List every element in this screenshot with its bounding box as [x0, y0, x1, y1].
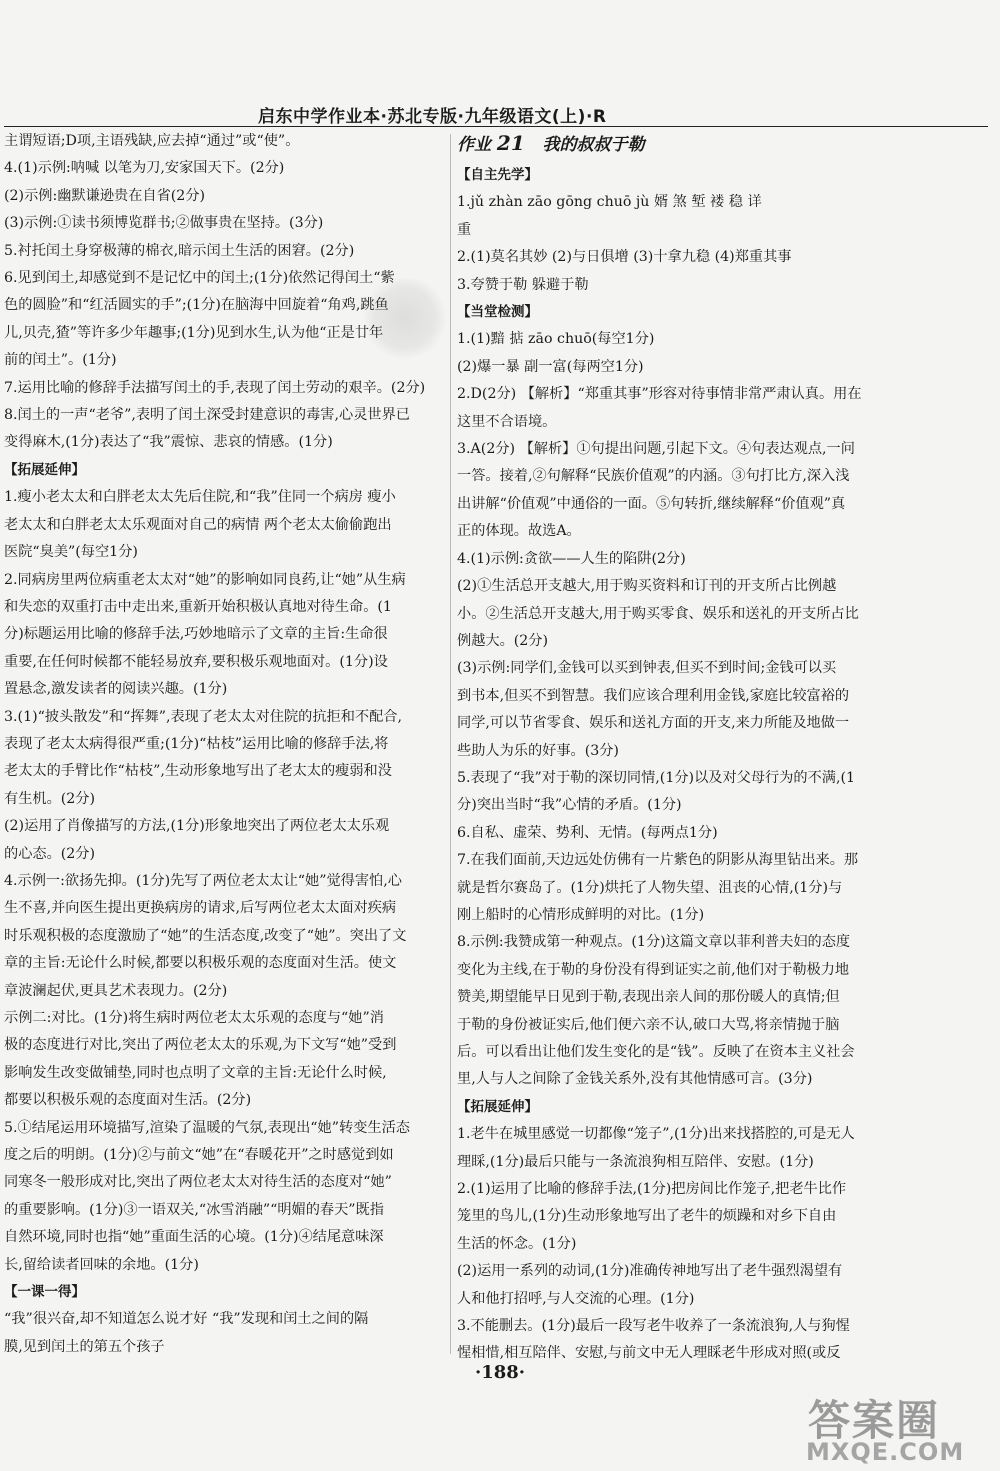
text-line: 到书本,但买不到智慧。我们应该合理利用金钱,家庭比较富裕的: [457, 687, 850, 704]
text-line: 膜,见到闰土的第五个孩子: [4, 1338, 165, 1355]
text-line: 7.在我们面前,天边远处仿佛有一片紫色的阴影从海里钻出来。那: [457, 852, 859, 869]
text-line: 主谓短语;D项,主语残缺,应去掉“通过”或“使”。: [4, 133, 300, 149]
section-heading-extension: 【拓展延伸】: [4, 461, 85, 478]
text-line: 8.示例:我赞成第一种观点。(1分)这篇文章以菲利普夫妇的态度: [457, 934, 851, 951]
text-line: 赞美,期望能早日见到于勒,表现出亲人间的那份暖人的真情;但: [457, 989, 840, 1006]
text-line: (3)示例:同学们,金钱可以买到钟表,但买不到时间;金钱可以买: [457, 660, 837, 677]
text-line: 老太太和白胖老太太乐观面对自己的病情 两个老太太偷偷跑出: [4, 516, 392, 533]
text-line: 理睬,(1分)最后只能与一条流浪狗相互陪伴、安慰。(1分): [457, 1153, 814, 1170]
text-line: 8.闰土的一声“老爷”,表明了闰土深受封建意识的毒害,心灵世界已: [4, 407, 410, 424]
text-line: 时乐观积极的态度激励了“她”的生活态度,改变了“她”。突出了文: [4, 927, 407, 944]
text-line: 小。②生活总开支越大,用于购买零食、娱乐和送礼的开支所占比: [457, 605, 859, 622]
text-line: 2.同病房里两位病重老太太对“她”的影响如同良药,让“她”从生病: [4, 571, 406, 588]
text-line: 医院“臭美”(每空1分): [4, 544, 138, 561]
text-line: 7.运用比喻的修辞手法描写闰土的手,表现了闰土劳动的艰辛。(2分): [4, 379, 426, 396]
text-line: 色的圆脸”和“红活圆实的手”;(1分)在脑海中回旋着“角鸡,跳鱼: [4, 297, 389, 314]
text-line: 变得麻木,(1分)表达了“我”震惊、悲哀的情感。(1分): [4, 434, 333, 451]
text-line: 惺相惜,相互陪伴、安慰,与前文中无人理睬老牛形成对照(或反: [457, 1345, 841, 1362]
text-line: 度之后的明朗。(1分)②与前文“她”在“春暖花开”之时感觉到如: [4, 1147, 394, 1164]
text-line: 例越大。(2分): [457, 632, 549, 649]
left-column: [4, 128, 444, 1361]
text-line: “我”很兴奋,却不知道怎么说才好 “我”发现和闰土之间的隔: [4, 1311, 369, 1328]
right-extension-block: [457, 1121, 995, 1368]
text-line: 分)突出当时“我”心情的矛盾。(1分): [457, 797, 682, 814]
homework-number: 21: [496, 131, 525, 155]
text-line: (3)示例:①读书须博览群书;②做事贵在坚持。(3分): [4, 215, 324, 232]
left-answers-block: [4, 128, 444, 457]
text-line: 5.衬托闰土身穿极薄的棉衣,暗示闰土生活的困窘。(2分): [4, 242, 355, 259]
text-line: 和失恋的双重打击中走出来,重新开始积极认真地对待生命。(1: [4, 598, 392, 615]
watermark-url: MXQE.COM: [806, 1438, 965, 1466]
homework-label: 作业: [457, 135, 491, 155]
text-line: 4.示例一:欲扬先抑。(1分)先写了两位老太太让“她”觉得害怕,心: [4, 872, 402, 889]
text-line: 生不喜,并向医生提出更换病房的请求,后写两位老太太面对疾病: [4, 900, 397, 917]
left-extension-block: [4, 484, 444, 1279]
text-line: 5.表现了“我”对于勒的深切同情,(1分)以及对父母行为的不满,(1: [457, 769, 856, 786]
watermark-logo: [788, 1388, 998, 1468]
text-line: 3.A(2分) 【解析】①句提出问题,引起下文。④句表达观点,一问: [457, 441, 855, 458]
text-line: 自然环境,同时也指“她”重面生活的心境。(1分)④结尾意味深: [4, 1229, 384, 1246]
text-line: 正的体现。故选A。: [457, 523, 581, 540]
text-line: 后。可以看出让他们发生变化的是“钱”。反映了在资本主义社会: [457, 1044, 855, 1060]
text-line: 6.自私、虚荣、势利、无情。(每两点1分): [457, 824, 718, 841]
text-line: 章波澜起伏,更具艺术表现力。(2分): [4, 982, 228, 999]
text-line: 出讲解“价值观”中通俗的一面。⑤句转折,继续解释“价值观”真: [457, 495, 846, 512]
text-line: 这里不合语境。: [457, 413, 557, 430]
text-line: 同寒冬一般形成对比,突出了两位老太太对待生活的态度对“她”: [4, 1174, 392, 1191]
page-number: ·188·: [474, 1362, 526, 1383]
text-line: 2.(1)运用了比喻的修辞手法,(1分)把房间比作笼子,把老牛比作: [457, 1181, 847, 1198]
text-line: (2)示例:幽默谦逊贵在自省(2分): [4, 187, 206, 204]
text-line: 都要以积极乐观的态度面对生活。(2分): [4, 1092, 252, 1109]
text-line: 6.见到闰土,却感觉到不是记忆中的闰土;(1分)依然记得闰土“紫: [4, 270, 395, 287]
text-line: 刚上船时的心情形成鲜明的对比。(1分): [457, 906, 705, 923]
text-line: 老太太的手臂比作“枯枝”,生动形象地写出了老太太的瘦弱和没: [4, 763, 392, 780]
text-line: 笼里的鸟儿,(1分)生动形象地写出了老牛的烦躁和对乡下自由: [457, 1208, 837, 1225]
homework-title: [457, 128, 995, 160]
header-rule: [4, 126, 988, 127]
section-heading-selfstudy: 【自主先学】: [457, 167, 538, 183]
section-heading-extension-right: 【拓展延伸】: [457, 1098, 538, 1115]
text-line: 3.不能删去。(1分)最后一段写老牛收养了一条流浪狗,人与狗惺: [457, 1318, 850, 1335]
text-line: 前的闰土”。(1分): [4, 352, 117, 369]
text-line: 就是哲尔赛岛了。(1分)烘托了人物失望、沮丧的心情,(1分)与: [457, 879, 843, 896]
right-inclass-block: [457, 326, 995, 1093]
left-summary-block: [4, 1306, 444, 1361]
text-line: 一答。接着,②句解释“民族价值观”的内涵。③句打比方,深入浅: [457, 468, 850, 485]
text-line: 人和他打招呼,与人交流的心理。(1分): [457, 1290, 695, 1307]
text-line: 1.瘦小老太太和白胖老太太先后住院,和“我”住同一个病房 瘦小: [4, 489, 396, 506]
text-line: 重: [457, 221, 472, 238]
text-line: (2)运用一系列的动词,(1分)准确传神地写出了老牛强烈渴望有: [457, 1263, 843, 1280]
text-line: 影响发生改变做铺垫,同时也点明了文章的主旨:无论什么时候,: [4, 1064, 387, 1081]
watermark-text: 答案圈: [808, 1396, 941, 1445]
text-line: 示例二:对比。(1分)将生病时两位老太太乐观的态度与“她”消: [4, 1010, 384, 1026]
text-line: 儿,贝壳,猹”等许多少年趣事;(1分)见到水生,认为他“正是廿年: [4, 324, 384, 341]
text-line: 1.(1)黯 掂 zāo chuō(每空1分): [457, 331, 655, 348]
section-heading-summary: 【一课一得】: [4, 1284, 85, 1301]
text-line: 2.D(2分) 【解析】“郑重其事”形容对待事情非常严肃认真。用在: [457, 386, 862, 403]
text-line: 于勒的身份被证实后,他们便六亲不认,破口大骂,将亲情抛于脑: [457, 1016, 840, 1033]
text-line: 生活的怀念。(1分): [457, 1235, 577, 1252]
text-line: 里,人与人之间除了金钱关系外,没有其他情感可言。(3分): [457, 1071, 813, 1088]
text-line: 1.jǔ zhàn zāo gōng chuō jù 婿 煞 堑 褛 稳 详: [457, 194, 762, 211]
text-line: 5.①结尾运用环境描写,渲染了温暖的气氛,表现出“她”转变生活态: [4, 1119, 410, 1136]
text-line: 3.(1)“披头散发”和“挥舞”,表现了老太太对住院的抗拒和不配合,: [4, 708, 402, 725]
header-title: 启东中学作业本·苏北专版·九年级语文(上)·R: [258, 107, 607, 127]
text-line: 变化为主线,在于勒的身份没有得到证实之前,他们对于勒极力地: [457, 961, 850, 978]
text-line: 1.老牛在城里感觉一切都像“笼子”,(1分)出来找搭腔的,可是无人: [457, 1126, 855, 1143]
text-line: 些助人为乐的好事。(3分): [457, 742, 619, 759]
text-line: 长,留给读者回味的余地。(1分): [4, 1256, 199, 1273]
right-column: [457, 128, 995, 1368]
text-line: 分)标题运用比喻的修辞手法,巧妙地暗示了文章的主旨:生命很: [4, 626, 388, 643]
text-line: 章的主旨:无论什么时候,都要以积极乐观的态度面对生活。使文: [4, 955, 397, 972]
column-divider: [450, 134, 451, 1354]
text-line: 4.(1)示例:呐喊 以笔为刀,安家国天下。(2分): [4, 160, 285, 177]
text-line: 2.(1)莫名其妙 (2)与日俱增 (3)十拿九稳 (4)郑重其事: [457, 249, 792, 266]
text-line: 的重要影响。(1分)③一语双关,“冰雪消融”“明媚的春天”既指: [4, 1201, 384, 1218]
page-header: [0, 100, 1000, 128]
text-line: 4.(1)示例:贪欲——人生的陷阱(2分): [457, 550, 686, 567]
right-selfstudy-block: [457, 189, 995, 299]
text-line: (2)爆一暴 副一富(每两空1分): [457, 358, 644, 375]
text-line: 置悬念,激发读者的阅读兴趣。(1分): [4, 681, 228, 698]
text-line: 的心态。(2分): [4, 845, 96, 862]
text-line: 极的态度进行对比,突出了两位老太太的乐观,为下文写“她”受到: [4, 1037, 397, 1054]
text-line: 3.夸赞于勒 躲避于勒: [457, 276, 589, 293]
text-line: 重要,在任何时候都不能轻易放弃,要积极乐观地面对。(1分)设: [4, 653, 388, 670]
section-heading-inclass: 【当堂检测】: [457, 304, 538, 321]
text-line: 同学,可以节省零食、娱乐和送礼方面的开支,来力所能及地做一: [457, 715, 850, 732]
text-line: 表现了老太太病得很严重;(1分)“枯枝”运用比喻的修辞手法,将: [4, 735, 389, 752]
homework-lesson-title: 我的叔叔于勒: [542, 135, 645, 155]
text-line: (2)运用了肖像描写的方法,(1分)形象地突出了两位老太太乐观: [4, 818, 390, 835]
text-line: 有生机。(2分): [4, 790, 96, 807]
text-line: (2)①生活总开支越大,用于购买资料和订刊的开支所占比例越: [457, 578, 837, 595]
